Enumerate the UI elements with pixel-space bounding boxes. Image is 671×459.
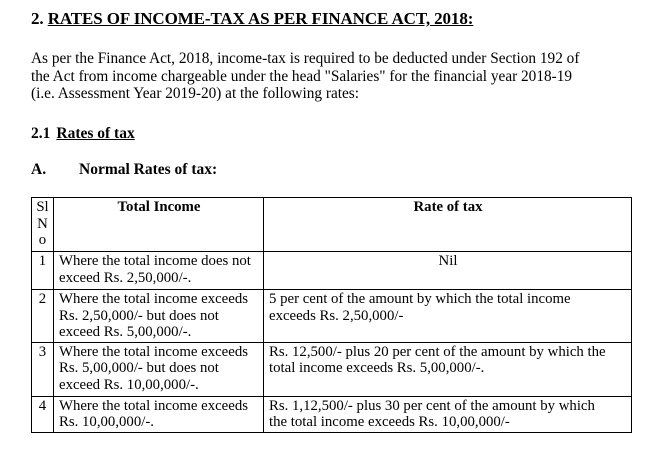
income-line: Rs. 2,50,000/- but does not (59, 307, 219, 324)
section-title: RATES OF INCOME-TAX AS PER FINANCE ACT, 2018: (47, 9, 474, 28)
income-line: Where the total income does not (59, 253, 251, 269)
rate-line: Rs. 12,500/- plus 20 per cent of the amount by which the (269, 343, 606, 360)
income-line: Where the total income exceeds (59, 397, 248, 414)
row-rate (264, 290, 632, 343)
rate-line: the total income exceeds Rs. 10,00,000/- (269, 414, 510, 430)
section-heading (31, 9, 473, 29)
row-income (54, 396, 264, 432)
income-line: exceed Rs. 5,00,000/-. (59, 324, 192, 340)
row-sl: 1 (32, 252, 54, 290)
rate-line: exceeds Rs. 2,50,000/- (269, 307, 404, 324)
header-sl-part: Sl (36, 199, 49, 215)
rate-line: 5 per cent of the amount by which the total income (269, 291, 571, 307)
header-sl-part: N (37, 215, 48, 232)
row-sl: 3 (32, 342, 54, 396)
section-number: 2. (31, 9, 44, 28)
row-rate (264, 252, 632, 290)
rate-line: Rs. 1,12,500/- plus 30 per cent of the amount by which (269, 397, 595, 414)
income-line: Rs. 5,00,000/- but does not (59, 360, 219, 376)
subsection-title: Rates of tax (56, 125, 135, 142)
row-rate (264, 396, 632, 432)
income-line: Where the total income exceeds (59, 291, 248, 307)
subsection-heading (31, 125, 135, 143)
table-header-row (32, 198, 632, 252)
table-row (32, 342, 632, 396)
rate-line: total income exceeds Rs. 5,00,000/-. (269, 360, 485, 376)
table-row (32, 290, 632, 343)
income-line: Rs. 10,00,000/-. (59, 414, 154, 430)
row-income (54, 252, 264, 290)
income-line: Where the total income exceeds (59, 343, 248, 360)
intro-line: the Act from income chargeable under the head "Salaries" for the financial year 2018-19 (31, 67, 573, 85)
income-line: exceed Rs. 10,00,000/-. (59, 376, 199, 393)
rates-label: A. (31, 161, 47, 178)
tax-rates-table (31, 197, 632, 433)
rates-heading (31, 161, 217, 179)
table-row (32, 252, 632, 290)
header-total-income: Total Income (54, 198, 264, 252)
income-line: exceed Rs. 2,50,000/-. (59, 269, 192, 286)
table-row (32, 396, 632, 432)
rate-line: Nil (438, 253, 458, 269)
intro-paragraph (31, 50, 651, 103)
header-sl-part: o (38, 232, 47, 248)
row-sl: 4 (32, 396, 54, 432)
intro-line: As per the Finance Act, 2018, income-tax is required to be deducted under Section 192 of (31, 50, 580, 67)
header-rate-of-tax: Rate of tax (264, 198, 632, 252)
row-sl: 2 (32, 290, 54, 343)
intro-line: (i.e. Assessment Year 2019-20) at the following rates: (31, 85, 359, 102)
row-income (54, 342, 264, 396)
rates-title: Normal Rates of tax: (79, 161, 218, 178)
subsection-number: 2.1 (31, 125, 51, 142)
row-rate (264, 342, 632, 396)
header-sl-no (32, 198, 54, 252)
row-income (54, 290, 264, 343)
